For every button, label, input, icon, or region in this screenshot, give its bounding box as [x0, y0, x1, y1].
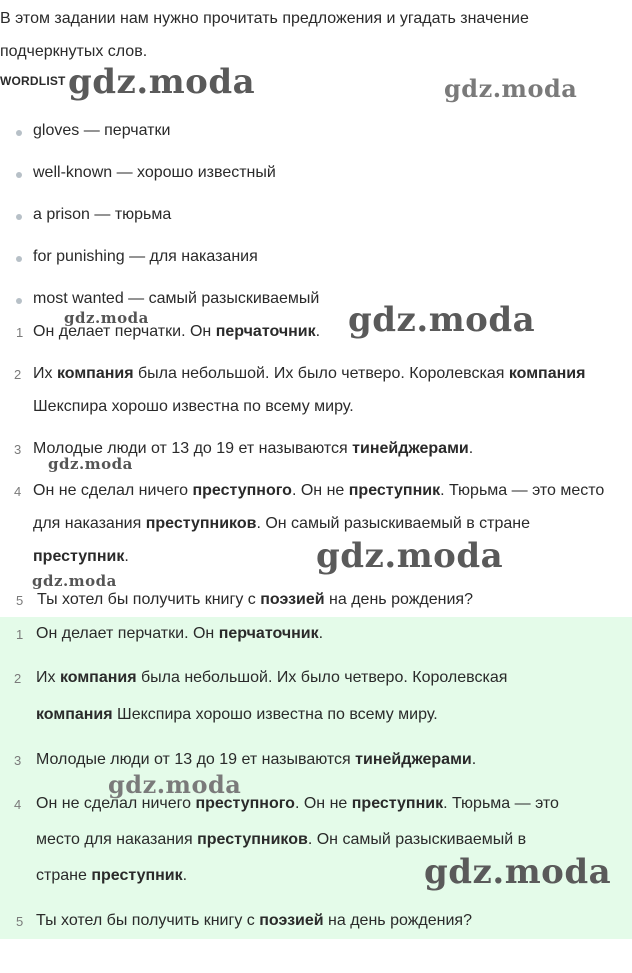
item-number: 5 — [16, 593, 24, 608]
bullet-icon — [16, 214, 22, 220]
sentence-2-line-2: Шекспира хорошо известна по всему миру. — [33, 398, 354, 415]
watermark: gdz.moda — [48, 455, 133, 473]
wordlist-item: a prison — тюрьма — [33, 206, 172, 223]
watermark: gdz.moda — [68, 62, 256, 102]
sentence-4-line-1: Он не сделал ничего преступного. Он не преступник. Тюрьма — это место — [33, 482, 605, 499]
item-number: 4 — [14, 797, 22, 812]
answer-5: Ты хотел бы получить книгу с поэзией на день рождения? — [36, 912, 472, 929]
sentence-1: Он делает перчатки. Он перчаточник. — [33, 323, 321, 340]
sentence-4-line-3: преступник. — [33, 548, 129, 565]
wordlist-item: for punishing — для наказания — [33, 248, 258, 265]
item-number: 1 — [16, 627, 24, 642]
answer-4-line-1: Он не сделал ничего преступного. Он не преступник. Тюрьма — это — [36, 795, 559, 812]
wordlist-item: well-known — хорошо известный — [33, 164, 276, 181]
sentence-4-line-2: для наказания преступников. Он самый разыскиваемый в стране — [33, 515, 531, 532]
item-number: 3 — [14, 442, 22, 457]
answer-4-line-2: место для наказания преступников. Он самый разыскиваемый в — [36, 831, 527, 848]
wordlist-title: WORDLIST — [0, 74, 66, 88]
sentence-3: Молодые люди от 13 до 19 ет называются тинейджерами. — [33, 440, 474, 457]
wordlist-item: most wanted — самый разыскиваемый — [33, 290, 320, 307]
answer-4-line-3: стране преступник. — [36, 867, 188, 884]
watermark: gdz.moda — [444, 74, 578, 103]
answer-2-line-1: Их компания была небольшой. Их было четверо. Королевская — [36, 669, 508, 686]
bullet-icon — [16, 130, 22, 136]
item-number: 4 — [14, 484, 22, 499]
answer-3: Молодые люди от 13 до 19 ет называются тинейджерами. — [36, 751, 477, 768]
intro-text — [0, 2, 600, 68]
answer-1: Он делает перчатки. Он перчаточник. — [36, 625, 324, 642]
intro-line-1: В этом задании нам нужно прочитать предложения и угадать значение — [0, 10, 529, 27]
item-number: 3 — [14, 753, 22, 768]
watermark: gdz.moda — [32, 572, 117, 590]
watermark: gdz.moda — [316, 536, 504, 576]
item-number: 2 — [14, 671, 22, 686]
watermark: gdz.moda — [64, 309, 149, 327]
wordlist-item: gloves — перчатки — [33, 122, 171, 139]
bullet-icon — [16, 172, 22, 178]
sentence-2-line-1: Их компания была небольшой. Их было четверо. Королевская компания — [33, 365, 586, 382]
item-number: 2 — [14, 367, 22, 382]
bullet-icon — [16, 256, 22, 262]
item-number: 5 — [16, 914, 24, 929]
item-number: 1 — [16, 325, 24, 340]
answer-2-line-2: компания Шекспира хорошо известна по всему миру. — [36, 706, 438, 723]
intro-line-2: подчеркнутых слов. — [0, 43, 148, 60]
watermark: gdz.moda — [348, 300, 536, 340]
watermark: gdz.moda — [424, 852, 612, 892]
bullet-icon — [16, 298, 22, 304]
watermark: gdz.moda — [108, 770, 242, 799]
sentence-5: Ты хотел бы получить книгу с поэзией на день рождения? — [37, 591, 473, 608]
